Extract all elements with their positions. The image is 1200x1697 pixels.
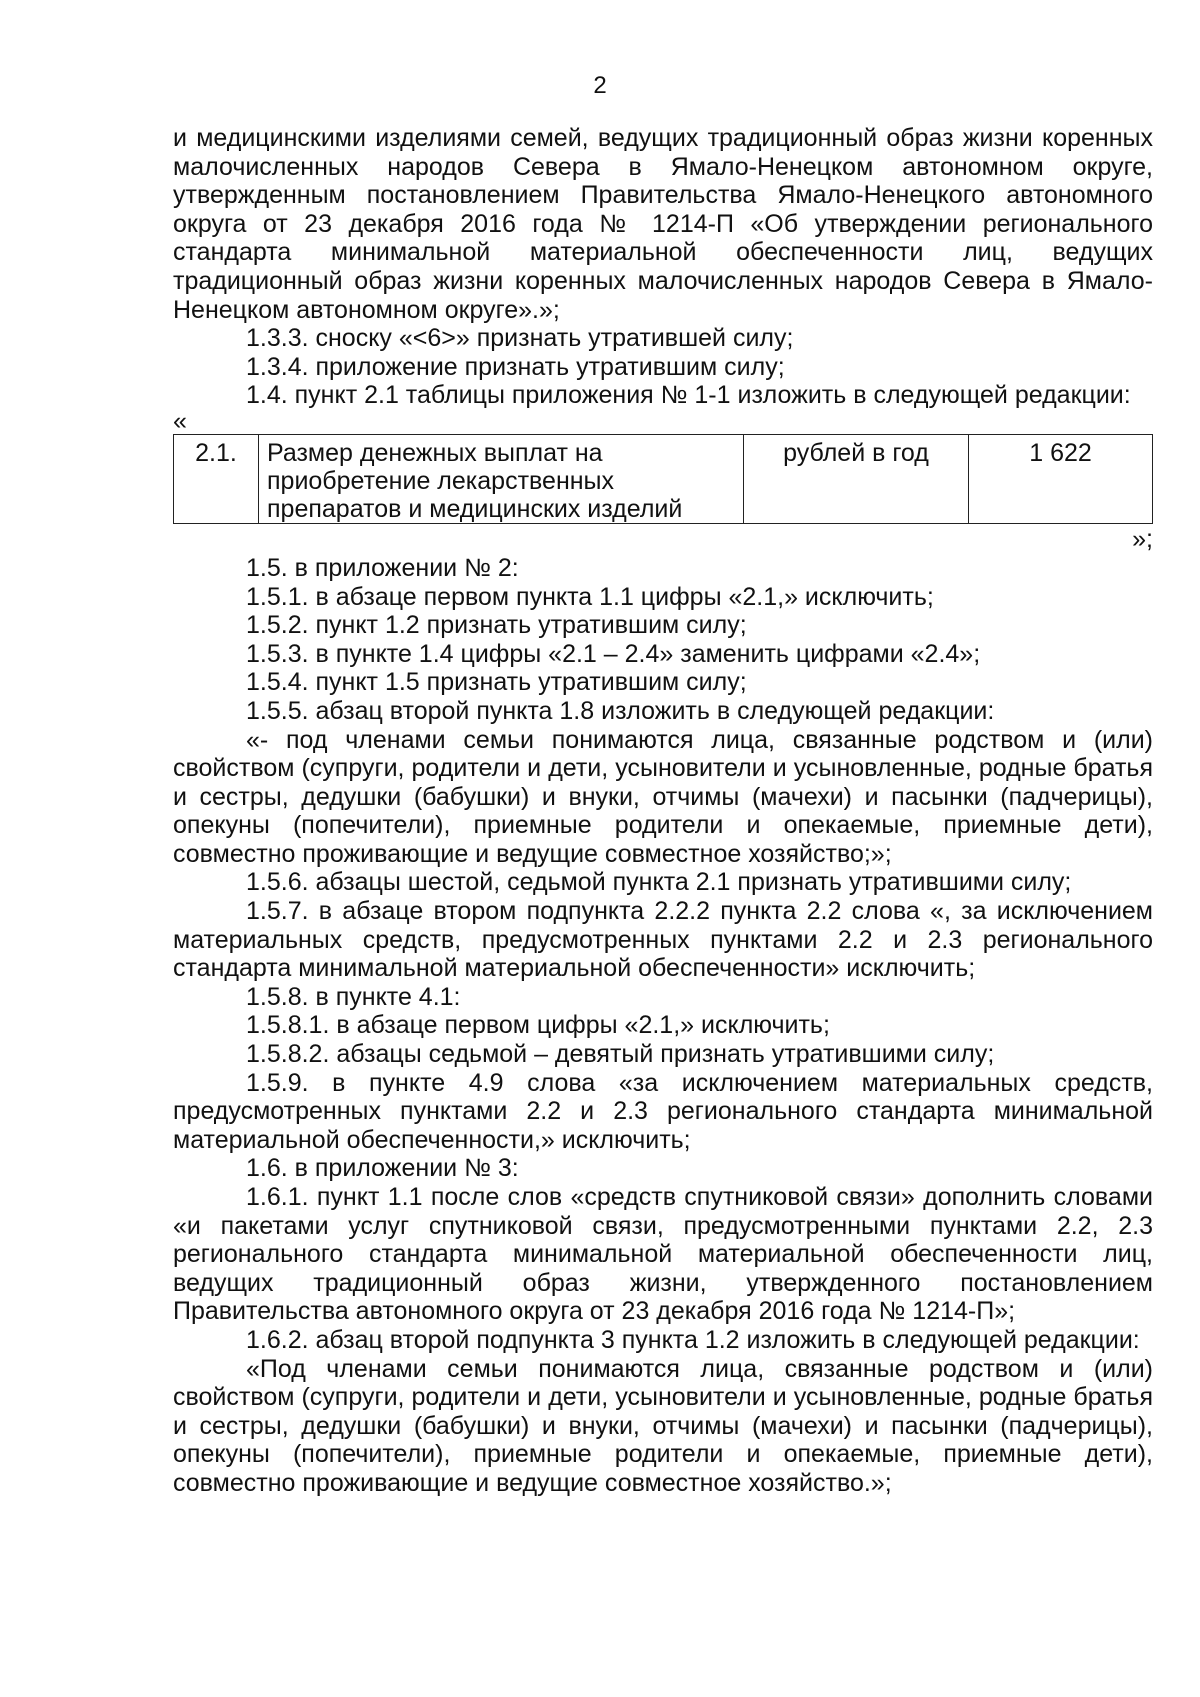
quoted-text-family-members-2: «Под членами семьи понимаются лица, связанные родством и (или) свойством (супруги, родители и дети, усыновители и усыновленные, родные братья и сестры, дедушки (бабушки) и внуки, отчимы (мачехи) и пасынки (падчерицы), опекуны (попечители), приемные родители и опекаемые, приемные дети), совместно проживающие и ведущие совместное хозяйство.»; [173, 1354, 1153, 1497]
item-1-5-6: 1.5.6. абзацы шестой, седьмой пункта 2.1 признать утратившими силу; [246, 868, 1072, 897]
item-1-3-4: 1.3.4. приложение признать утратившим силу; [246, 352, 785, 381]
item-1-5-3: 1.5.3. в пункте 1.4 цифры «2.1 – 2.4» заменить цифрами «2.4»; [246, 639, 981, 668]
table-row [174, 434, 1153, 523]
item-1-5-8-2: 1.5.8.2. абзацы седьмой – девятый признать утратившими силу; [246, 1040, 995, 1069]
quoted-text-family-members-1: «- под членами семьи понимаются лица, связанные родством и (или) свойством (супруги, родители и дети, усыновители и усыновленные, родные братья и сестры, дедушки (бабушки) и внуки, отчимы (мачехи) и пасынки (падчерицы), опекуны (попечители), приемные родители и опекаемые, приемные дети), совместно проживающие и ведущие совместное хозяйство;»; [173, 725, 1153, 868]
item-1-5-4: 1.5.4. пункт 1.5 признать утратившим силу; [246, 668, 747, 697]
intro-paragraph: и медицинскими изделиями семей, ведущих традиционный образ жизни коренных малочисленных народов Севера в Ямало-Ненецком автономном округе, утвержденным постановлением Правительства Ямало-Ненецкого автономного округа от 23 декабря 2016 года № 1214-П «Об утверждении регионального стандарта минимальной материальной обеспеченности лиц, ведущих традиционный образ жизни коренных малочисленных народов Севера в Ямало-Ненецком автономном округе».»; [173, 124, 1153, 324]
quote-open-mark: « [173, 406, 187, 435]
item-1-4: 1.4. пункт 2.1 таблицы приложения № 1-1 изложить в следующей редакции: [246, 381, 1131, 410]
table-cell-name: Размер денежных выплат на приобретение лекарственных препаратов и медицинских изделий [259, 434, 744, 523]
table-cell-value: 1 622 [969, 434, 1153, 523]
item-1-6: 1.6. в приложении № 3: [246, 1154, 519, 1183]
table-cell-unit: рублей в год [744, 434, 969, 523]
item-1-5-9: 1.5.9. в пункте 4.9 слова «за исключением материальных средств, предусмотренных пунктами 2.2 и 2.3 регионального стандарта минимальной материальной обеспеченности,» исключить; [173, 1068, 1153, 1154]
item-1-5: 1.5. в приложении № 2: [246, 553, 519, 582]
quote-close-mark: »; [1132, 524, 1153, 553]
table-cell-number: 2.1. [174, 434, 259, 523]
item-1-5-2: 1.5.2. пункт 1.2 признать утратившим силу; [246, 611, 747, 640]
item-1-6-2: 1.6.2. абзац второй подпункта 3 пункта 1.2 изложить в следующей редакции: [246, 1325, 1140, 1354]
item-1-5-8: 1.5.8. в пункте 4.1: [246, 982, 461, 1011]
item-1-3-3: 1.3.3. сноску «<6>» признать утратившей силу; [246, 324, 794, 353]
item-1-5-8-1: 1.5.8.1. в абзаце первом цифры «2.1,» исключить; [246, 1011, 830, 1040]
item-1-5-1: 1.5.1. в абзаце первом пункта 1.1 цифры «2.1,» исключить; [246, 582, 934, 611]
amendment-table [173, 434, 1153, 524]
item-1-6-1: 1.6.1. пункт 1.1 после слов «средств спутниковой связи» дополнить словами «и пакетами услуг спутниковой связи, предусмотренными пунктами 2.2, 2.3 регионального стандарта минимальной материальной обеспеченности лиц, ведущих традиционный образ жизни, утвержденного постановлением Правительства автономного округа от 23 декабря 2016 года № 1214-П»; [173, 1183, 1153, 1326]
document-body [173, 124, 1153, 1498]
item-1-5-5: 1.5.5. абзац второй пункта 1.8 изложить в следующей редакции: [246, 696, 995, 725]
item-1-5-7: 1.5.7. в абзаце втором подпункта 2.2.2 пункта 2.2 слова «, за исключением материальных средств, предусмотренных пунктами 2.2 и 2.3 регионального стандарта минимальной материальной обеспеченности» исключить; [173, 897, 1153, 983]
page-number: 2 [593, 72, 607, 99]
